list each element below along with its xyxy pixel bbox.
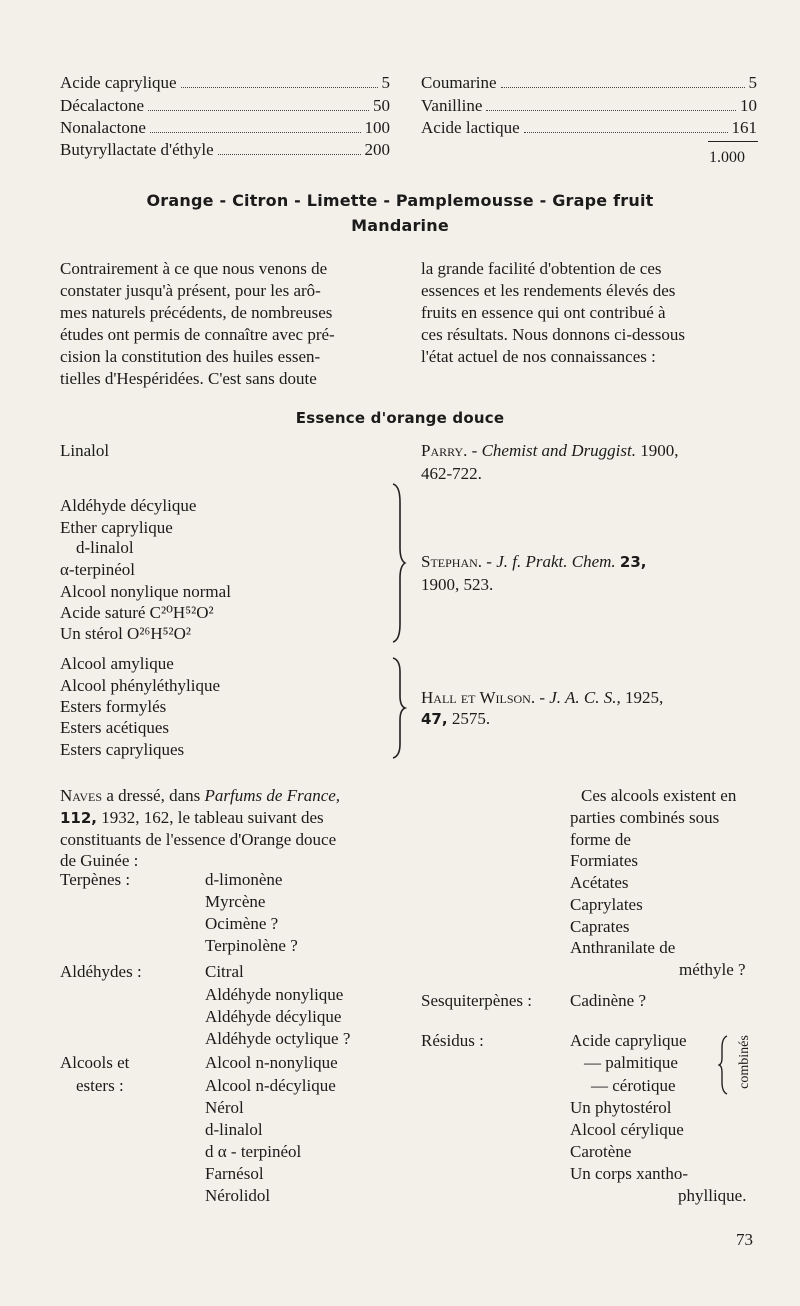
dot-leader	[150, 132, 361, 133]
compound: Nérolidol	[205, 1186, 271, 1205]
constituent: Alcool nonylique normal	[60, 582, 231, 601]
total-rule	[708, 141, 758, 142]
compound: Un corps xantho-	[570, 1164, 689, 1183]
right-brace	[390, 482, 408, 644]
compound: Nérol	[205, 1098, 244, 1117]
subheading: Essence d'orange douce	[295, 409, 505, 427]
ref-volume: 23,	[619, 553, 647, 571]
item-value: 50	[373, 96, 390, 115]
item-value: 161	[731, 118, 757, 137]
publication-title: Parfums de France,	[204, 786, 341, 805]
ester-form: Acétates	[570, 873, 629, 892]
dot-leader	[181, 87, 378, 88]
reference-hall	[421, 688, 663, 708]
author-name: Naves	[60, 786, 103, 805]
compound: Aldéhyde nonylique	[205, 985, 344, 1004]
reference-parry	[421, 441, 679, 461]
ref-title: J. f. Prakt. Chem.	[496, 552, 616, 571]
table-row	[421, 96, 757, 116]
compound: Farnésol	[205, 1164, 264, 1183]
constituent: Esters capryliques	[60, 740, 185, 759]
table-row	[421, 118, 757, 138]
text-line: l'état actuel de nos connaissances :	[421, 347, 656, 366]
table-row	[60, 73, 390, 93]
compound: Carotène	[570, 1142, 632, 1161]
constituent: α-terpinéol	[60, 560, 135, 579]
volume: 112,	[60, 809, 98, 827]
ref-separator: -	[535, 688, 550, 707]
ref-title: Chemist and Druggist.	[481, 441, 636, 460]
constituent: Alcool phényléthylique	[60, 676, 221, 695]
table-row	[60, 140, 390, 160]
item-value: 10	[740, 96, 757, 115]
text-line: parties combinés sous	[570, 808, 720, 827]
intro-right-column	[421, 258, 759, 368]
group-label: esters :	[76, 1076, 124, 1095]
item-value: 5	[381, 73, 390, 92]
item-name: Décalactone	[60, 96, 144, 115]
item-name: Coumarine	[421, 73, 497, 92]
compound: Acide caprylique	[570, 1031, 687, 1050]
item-name: Butyryllactate d'éthyle	[60, 140, 214, 159]
compound: d-linalol	[205, 1120, 263, 1139]
group-label: Terpènes :	[60, 870, 131, 889]
compound: Ocimène ?	[205, 914, 279, 933]
section-subtitle: Mandarine	[351, 216, 449, 235]
ref-author: Parry.	[421, 441, 468, 460]
compound: d-limonène	[205, 870, 283, 889]
item-name: Acide caprylique	[60, 73, 177, 92]
compound: Myrcène	[205, 892, 266, 911]
item-name: Acide lactique	[421, 118, 520, 137]
text: 1932, 162, le tableau suivant des	[97, 808, 324, 827]
page-number: 73	[736, 1230, 753, 1249]
compound: Alcool n-décylique	[205, 1076, 336, 1095]
item-name: Vanilline	[421, 96, 483, 115]
constituent: Esters formylés	[60, 697, 167, 716]
compound: Aldéhyde décylique	[205, 1007, 342, 1026]
item-value: 100	[364, 118, 390, 137]
compound: Aldéhyde octylique ?	[205, 1029, 351, 1048]
table-row	[421, 73, 757, 93]
right-brace	[390, 656, 408, 760]
constituent: Esters acétiques	[60, 718, 170, 737]
ester-form: Caprylates	[570, 895, 643, 914]
group-label: Alcools et	[60, 1053, 130, 1072]
constituent: Acide saturé C²⁰H⁵²O²	[60, 603, 214, 622]
dot-leader	[218, 154, 361, 155]
section-title: Orange - Citron - Limette - Pamplemousse - Grape fruit	[146, 191, 654, 210]
naves-line: de Guinée :	[60, 851, 139, 870]
dot-leader	[524, 132, 728, 133]
ref-author: Stephan.	[421, 552, 483, 571]
item-value: 5	[748, 73, 757, 92]
constituent: Linalol	[60, 441, 110, 460]
ref-separator: -	[467, 441, 482, 460]
ref-pages: 462-722.	[421, 464, 482, 483]
ester-form: Anthranilate de	[570, 938, 676, 957]
ester-form: Caprates	[570, 917, 630, 936]
ref-year: 1925,	[620, 688, 664, 707]
ref-rest	[421, 709, 490, 729]
table-row	[60, 96, 390, 116]
dot-leader	[501, 87, 745, 88]
text-line: essences et les rendements élevés des	[421, 281, 676, 300]
naves-line	[60, 786, 340, 806]
text-line: ces résultats. Nous donnons ci-dessous	[421, 325, 685, 344]
table-row	[60, 118, 390, 138]
dot-leader	[486, 110, 736, 111]
compound: — palmitique	[584, 1053, 678, 1072]
compound: d α - terpinéol	[205, 1142, 302, 1161]
ref-year: 1900,	[636, 441, 679, 460]
ref-separator: -	[482, 552, 497, 571]
group-label: Sesquiterpènes :	[421, 991, 532, 1010]
group-label: Aldéhydes :	[60, 962, 142, 981]
compound: Alcool n-nonylique	[205, 1053, 338, 1072]
ester-form: méthyle ?	[679, 960, 746, 979]
text-line: la grande facilité d'obtention de ces	[421, 259, 662, 278]
constituent: Alcool amylique	[60, 654, 174, 673]
compound: Terpinolène ?	[205, 936, 298, 955]
text-line: Contrairement à ce que nous venons de	[60, 259, 328, 278]
table-total: 1.000	[709, 149, 745, 166]
ref-pages: 2575.	[447, 709, 491, 728]
reference-stephan	[421, 552, 759, 572]
text-line: fruits en essence qui ont contribué à	[421, 303, 666, 322]
ref-volume: 47,	[421, 710, 448, 728]
text-line: mes naturels précédents, de nombreuses	[60, 303, 333, 322]
naves-line	[60, 808, 324, 828]
intro-left-column	[60, 258, 392, 390]
ref-title: J. A. C. S.,	[549, 688, 621, 707]
text-line: forme de	[570, 830, 631, 849]
constituent: Aldéhyde décylique	[60, 496, 197, 515]
compound: Alcool cérylique	[570, 1120, 684, 1139]
naves-line: constituants de l'essence d'Orange douce	[60, 830, 337, 849]
ref-author: Hall et Wilson.	[421, 688, 536, 707]
group-label: Résidus :	[421, 1031, 484, 1050]
constituent: d-linalol	[76, 538, 134, 557]
text-line: constater jusqu'à présent, pour les arô-	[60, 281, 321, 300]
vertical-label: combinés	[737, 1035, 752, 1089]
text-line: tielles d'Hespéridées. C'est sans doute	[60, 369, 317, 388]
dot-leader	[148, 110, 369, 111]
text-line: études ont permis de connaître avec pré-	[60, 325, 335, 344]
item-name: Nonalactone	[60, 118, 146, 137]
ester-form: Formiates	[570, 851, 638, 870]
text-line: cision la constitution des huiles essen-	[60, 347, 321, 366]
constituent: Ether caprylique	[60, 518, 173, 537]
compound: — cérotique	[591, 1076, 676, 1095]
constituent: Un stérol O²⁶H⁵²O²	[60, 624, 192, 643]
item-value: 200	[364, 140, 390, 159]
compound: phyllique.	[678, 1186, 747, 1205]
compound: Un phytostérol	[570, 1098, 672, 1117]
compound: Cadinène ?	[570, 991, 646, 1010]
ref-rest: 1900, 523.	[421, 575, 494, 594]
compound: Citral	[205, 962, 244, 981]
text: a dressé, dans	[102, 786, 205, 805]
text-line: Ces alcools existent en	[581, 786, 737, 805]
left-brace	[718, 1034, 730, 1096]
